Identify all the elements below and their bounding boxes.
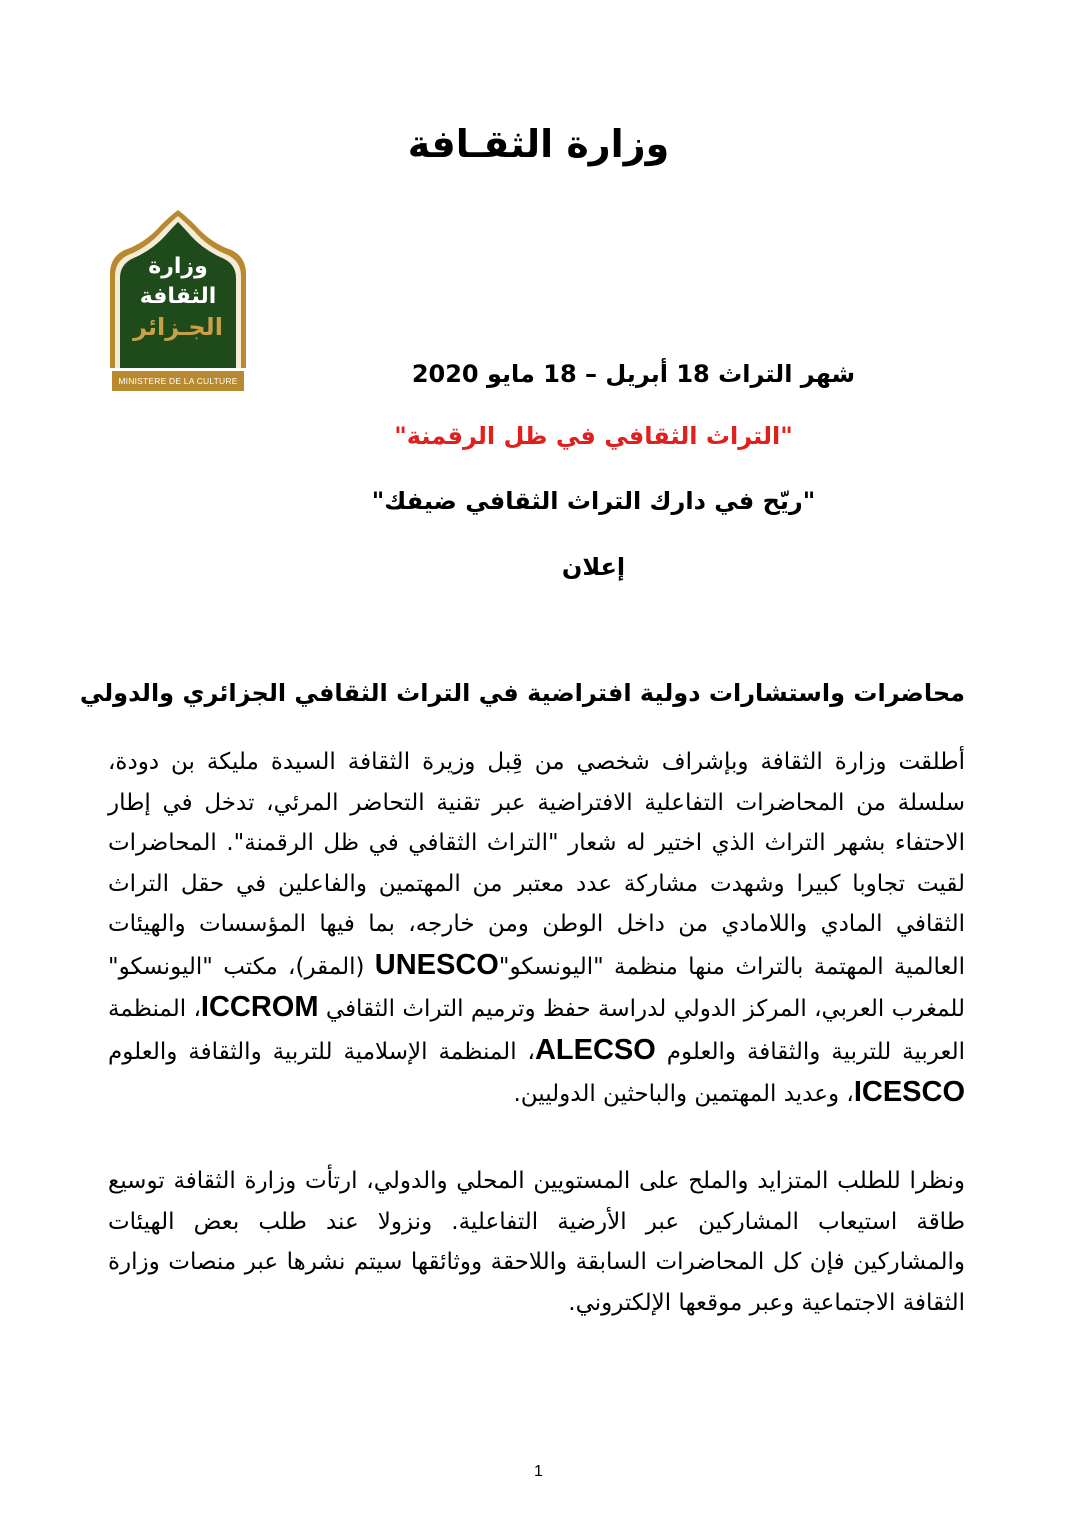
p1-text-e: ، وعديد المهتمين والباحثين الدوليين. (513, 1081, 854, 1107)
org-alecso: ALECSO (534, 1033, 656, 1066)
page-number: 1 (534, 1463, 543, 1480)
section-heading: محاضرات واستشارات دولية افتراضية في التراث الثقافي الجزائري والدولي (79, 679, 965, 707)
body-paragraph-1 (108, 742, 965, 1115)
p1-text-d: ، المنظمة الإسلامية للتربية والثقافة والعلوم (108, 1038, 535, 1065)
event-dates: شهر التراث 18 أبريل – 18 مايو 2020 (411, 360, 856, 388)
logo-line-algeria: الجـزائر (133, 313, 223, 341)
p1-text-b: (المقر)، مكتب "اليونسكو" للمغرب العربي، المركز الدولي لدراسة حفظ وترميم التراث الثقافي (108, 953, 965, 1022)
org-iccrom: ICCROM (200, 991, 319, 1023)
org-unesco: UNESCO (374, 948, 499, 981)
event-theme: "التراث الثقافي في ظل الرقمنة" (394, 422, 793, 450)
announcement-label: إعلان (561, 553, 626, 581)
logo-line-ministry: وزارة (148, 254, 208, 279)
logo-wordmark (126, 252, 230, 342)
org-icesco: ICESCO (853, 1076, 965, 1108)
logo-line-culture: الثقافة (139, 284, 217, 309)
p1-text-a: أطلقت وزارة الثقافة وبإشراف شخصي من قِبل وزيرة الثقافة السيدة مليكة بن دودة، سلسلة من المحاضرات التفاعلية الافتراضية عبر تقنية التحاضر المرئي، تدخل في إطار الاحتفاء بشهر التراث الذي اختير له شعار "التراث الثقافي في ظل الرقمنة". المحاضرات لقيت تجاوبا كبيرا وشهدت مشاركة عدد معتبر من المهتمين والفاعلين في حقل التراث الثقافي المادي واللامادي من داخل الوطن ومن خارجه، بما فيها المؤسسات والهيئات العالمية المهتمة بالتراث منها منظمة "اليونسكو" (108, 749, 965, 980)
page-title: وزارة الثقـافة (407, 122, 670, 166)
logo-caption: MINISTERE DE LA CULTURE (112, 371, 244, 391)
event-slogan: "ريّح في دارك التراث الثقافي ضيفك" (371, 487, 816, 515)
p1-text-c: ، المنظمة العربية للتربية والثقافة والعلوم (108, 996, 965, 1065)
body-paragraph-2: ونظرا للطلب المتزايد والملح على المستويين المحلي والدولي، ارتأت وزارة الثقافة توسيع طاقة استيعاب المشاركين عبر الأرضية التفاعلية. ونزولا عند طلب بعض الهيئات والمشاركين فإن كل المحاضرات السابقة واللاحقة ووثائقها سيتم نشرها عبر منصات وزارة الثقافة الاجتماعية وعبر موقعها الإلكتروني. (108, 1168, 965, 1316)
